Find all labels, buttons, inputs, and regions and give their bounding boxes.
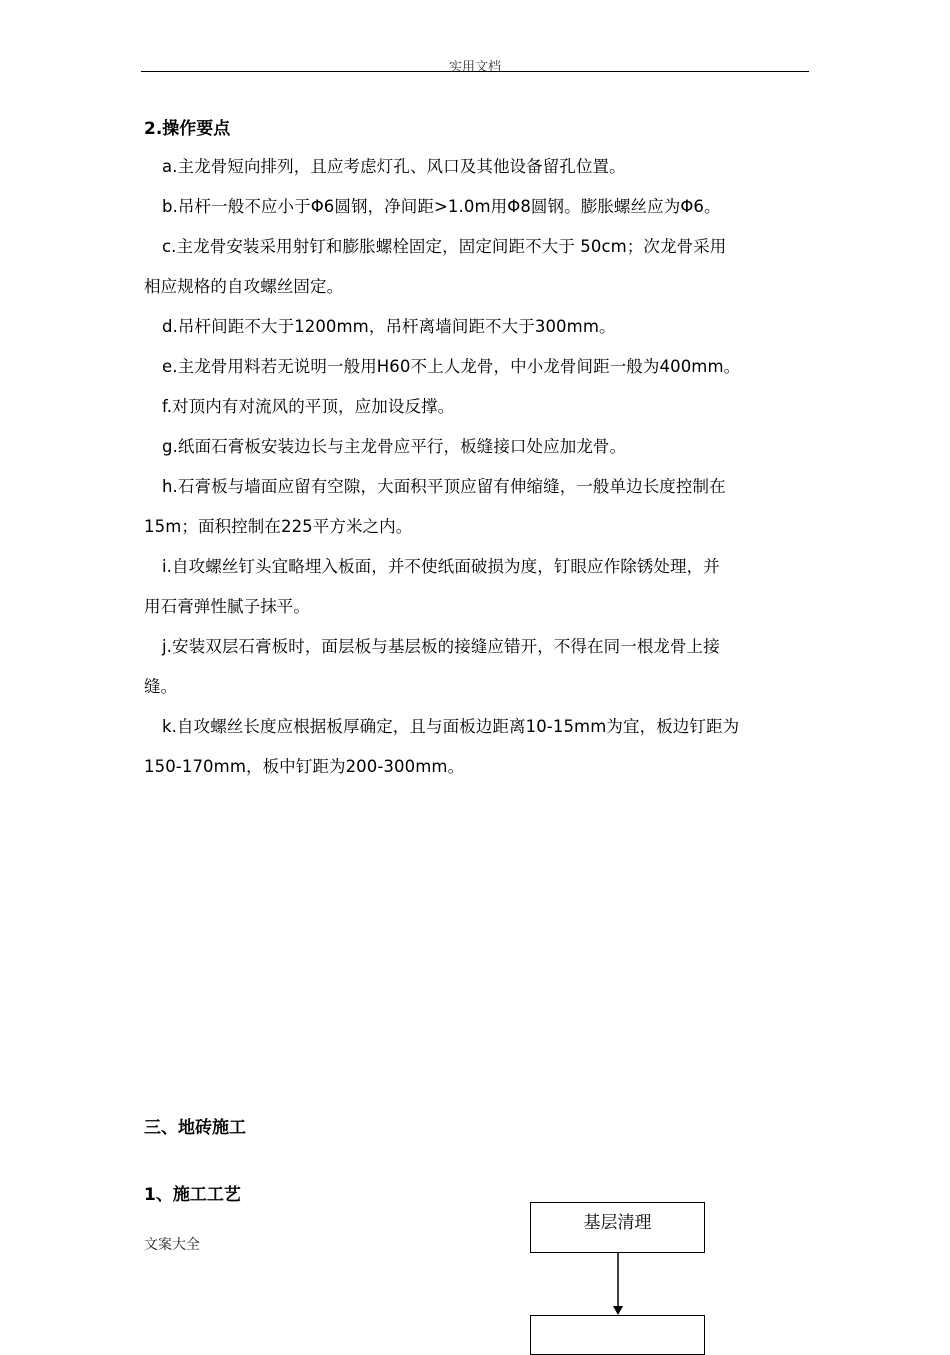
paragraph-line: 缝。 [144, 677, 178, 696]
page-footer: 文案大全 [144, 1237, 200, 1253]
paragraph-line: i.自攻螺丝钉头宜略埋入板面，并不使纸面破损为度，钉眼应作除锈处理，并 [162, 557, 720, 576]
paragraph-line: c.主龙骨安装采用射钉和膨胀螺栓固定，固定间距不大于 50cm；次龙骨采用 [162, 237, 727, 256]
paragraph-line: d.吊杆间距不大于1200mm，吊杆离墙间距不大于300mm。 [162, 317, 616, 336]
paragraph-line: 用石膏弹性腻子抹平。 [144, 597, 310, 616]
flowchart-arrow [610, 1252, 626, 1317]
paragraph-line: e.主龙骨用料若无说明一般用H60不上人龙骨，中小龙骨间距一般为400mm。 [162, 357, 741, 376]
header-divider [141, 71, 809, 72]
subsection-title-process: 1、施工工艺 [144, 1185, 241, 1205]
paragraph-line: b.吊杆一般不应小于Φ6圆钢，净间距>1.0m用Φ8圆钢。膨胀螺丝应为Φ6。 [162, 197, 721, 216]
paragraph-line: f.对顶内有对流风的平顶，应加设反撑。 [162, 397, 455, 416]
page-header: 实用文档 [448, 60, 501, 75]
flowchart-step-box [530, 1315, 705, 1355]
flowchart-step-label: 基层清理 [583, 1213, 652, 1233]
paragraph-line: j.安装双层石膏板时，面层板与基层板的接缝应错开，不得在同一根龙骨上接 [162, 637, 720, 656]
paragraph-line: 15m；面积控制在225平方米之内。 [144, 517, 413, 536]
paragraph-line: h.石膏板与墙面应留有空隙，大面积平顶应留有伸缩缝，一般单边长度控制在 [162, 477, 726, 496]
paragraph-line: a.主龙骨短向排列，且应考虑灯孔、风口及其他设备留孔位置。 [162, 157, 626, 176]
section-title-operation-points: 2.操作要点 [144, 119, 231, 139]
paragraph-line: g.纸面石膏板安装边长与主龙骨应平行，板缝接口处应加龙骨。 [162, 437, 627, 456]
paragraph-line: 150-170mm，板中钉距为200-300mm。 [144, 757, 465, 776]
paragraph-line: k.自攻螺丝长度应根据板厚确定，且与面板边距离10-15mm为宜，板边钉距为 [162, 717, 740, 736]
paragraph-line: 相应规格的自攻螺丝固定。 [144, 277, 344, 296]
flowchart-step-box [530, 1202, 705, 1253]
section-title-floor-tile: 三、地砖施工 [144, 1118, 246, 1138]
